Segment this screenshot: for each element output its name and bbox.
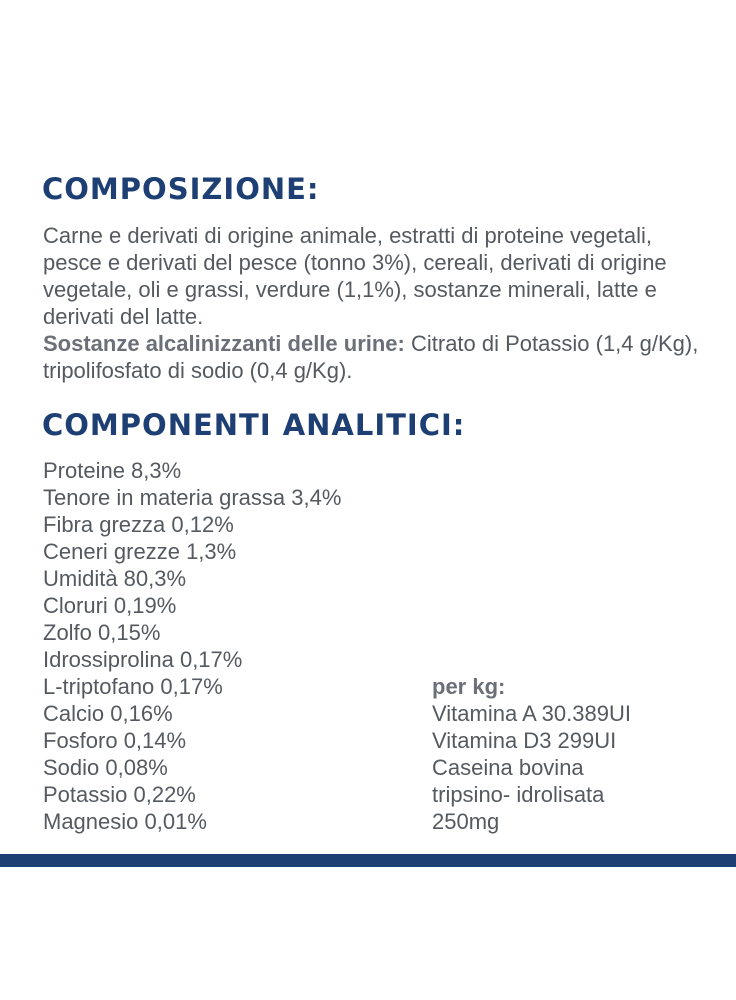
per-kg-list — [432, 700, 722, 835]
per-kg-item-caseina: Caseina bovina — [432, 755, 584, 780]
analytics-list — [43, 457, 341, 835]
analytics-item-fibra: Fibra grezza 0,12% — [43, 512, 234, 537]
per-kg-item-tripsino: tripsino- idrolisata — [432, 782, 605, 807]
per-kg-title: per kg: — [432, 674, 506, 699]
analytics-item-triptofano: L-triptofano 0,17% — [43, 674, 223, 699]
analytics-item-umidita: Umidità 80,3% — [43, 566, 187, 591]
analytics-item-proteine: Proteine 8,3% — [43, 458, 182, 483]
analytics-item-magnesio: Magnesio 0,01% — [43, 809, 207, 834]
composition-ingredients: Carne e derivati di origine animale, estratti di proteine vegetali, pesce e derivati del pesce (tonno 3%), cereali, derivati di origine vegetale, oli e grassi, verdure (1,1%), sostanze minerali, latte e derivati del latte. — [43, 223, 667, 329]
analytics-item-grassi: Tenore in materia grassa 3,4% — [43, 485, 342, 510]
bottom-divider-bar — [0, 854, 736, 867]
per-kg-item-vitamina-a: Vitamina A 30.389UI — [432, 701, 631, 726]
analytics-item-zolfo: Zolfo 0,15% — [43, 620, 161, 645]
per-kg-item-dose: 250mg — [432, 809, 500, 834]
analytics-item-sodio: Sodio 0,08% — [43, 755, 168, 780]
alkalizing-label: Sostanze alcalinizzanti delle urine: — [43, 331, 405, 356]
composition-block — [43, 222, 703, 384]
analytics-item-potassio: Potassio 0,22% — [43, 782, 196, 807]
analytics-heading: COMPONENTI ANALITICI: — [42, 408, 466, 442]
composition-heading: COMPOSIZIONE: — [42, 172, 320, 206]
analytics-item-fosforo: Fosforo 0,14% — [43, 728, 187, 753]
per-kg-block — [432, 673, 722, 835]
analytics-item-cloruri: Cloruri 0,19% — [43, 593, 177, 618]
per-kg-item-vitamina-d3: Vitamina D3 299UI — [432, 728, 617, 753]
analytics-item-idrossiprolina: Idrossiprolina 0,17% — [43, 647, 243, 672]
analytics-item-ceneri: Ceneri grezze 1,3% — [43, 539, 237, 564]
composition-text — [43, 222, 703, 384]
alkalizing-text: Citrato di Potassio (1,4 g/Kg), tripolifosfato di sodio (0,4 g/Kg). — [43, 331, 699, 383]
analytics-item-calcio: Calcio 0,16% — [43, 701, 173, 726]
